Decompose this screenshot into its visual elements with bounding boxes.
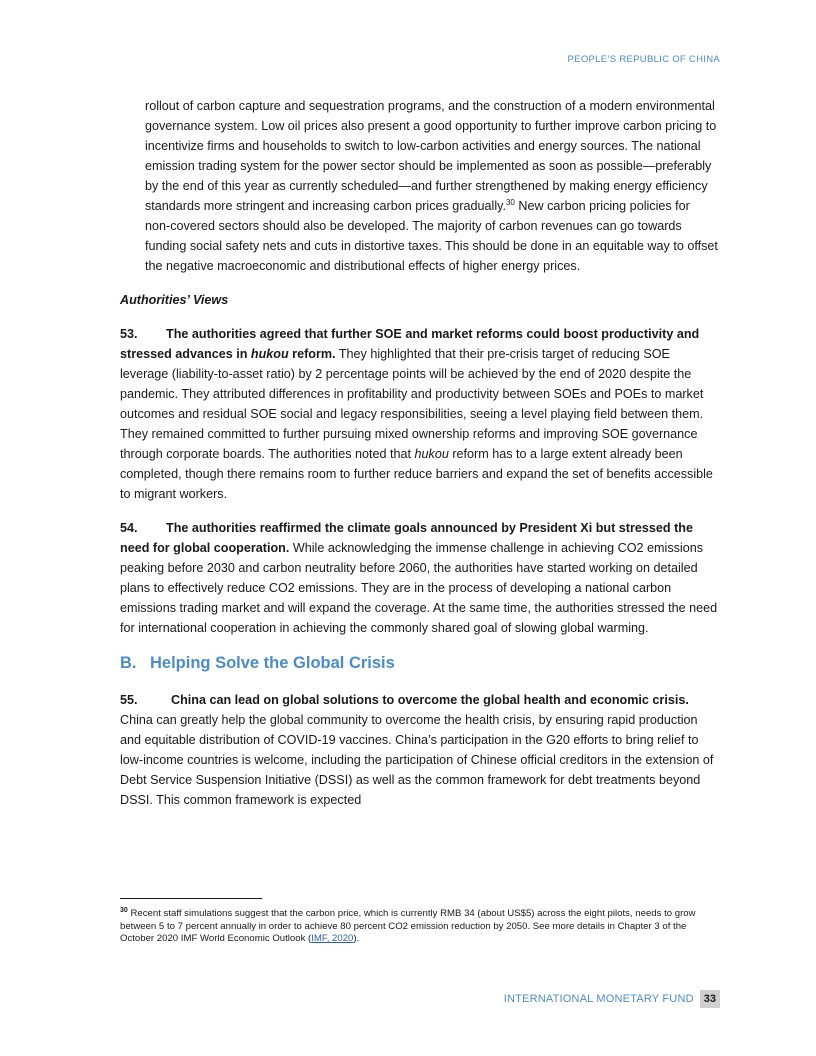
section-b-title: Helping Solve the Global Crisis — [150, 654, 395, 672]
paragraph-53-lead-a: The authorities agreed that further SOE and market reforms could boost productivity and stressed advances in — [120, 327, 700, 361]
paragraph-53 — [120, 324, 718, 504]
footer-organization: INTERNATIONAL MONETARY FUND — [503, 993, 694, 1005]
paragraph-53-body-a: They highlighted that their pre-crisis target of reducing SOE leverage (liability-to-asset ratio) by 2 percentage points will be achieved by the end of 2020 despite the pandemic. They attributed differences in profitability and productivity between SOEs and POEs to market outcomes and residual SOE social and legacy responsibilities, seeing a level playing field between them. They remained committed to further pursuing mixed ownership reforms and improving SOE governance through corporate boards. The authorities noted that — [120, 347, 704, 461]
footnote-ref-30[interactable]: 30 — [505, 197, 515, 207]
footnote-divider — [120, 898, 262, 899]
body-content — [120, 96, 718, 824]
imf-2020-link[interactable]: IMF, 2020 — [311, 933, 354, 945]
paragraph-55 — [120, 690, 718, 810]
authorities-views-heading: Authorities’ Views — [120, 293, 229, 307]
page-footer — [504, 990, 720, 1008]
paragraph-55-lead: China can lead on global solutions to overcome the global health and economic crisis. — [171, 693, 689, 707]
paragraph-53-body-italic: hukou — [414, 447, 449, 461]
section-b-heading — [120, 652, 718, 674]
continued-paragraph-text-a: rollout of carbon capture and sequestration programs, and the construction of a modern environmental governance system. Low oil prices also present a good opportunity to further improve carbon pricing to incentivize firms and households to switch to low-carbon activities and energy sources. The national emission trading system for the power sector should be implemented as soon as possible—preferably by the end of this year as currently scheduled—and further strengthened by making energy efficiency standards more stringent and increasing carbon prices gradually. — [145, 99, 717, 213]
footnote-30 — [120, 908, 718, 946]
paragraph-55-number: 55. — [120, 693, 138, 707]
paragraph-54-number: 54. — [120, 521, 138, 535]
footnote-text: Recent staff simulations suggest that the carbon price, which is currently RMB 34 (about US$5) across the eight pilots, needs to grow between 5 to 7 percent annually in order to achieve 80 percent CO2 emission reduction by 2050. See more details in Chapter 3 of the October 2020 IMF World Economic Outlook ( — [120, 908, 696, 945]
running-header: PEOPLE’S REPUBLIC OF CHINA — [567, 54, 720, 65]
footnote-number: 30 — [120, 906, 128, 914]
section-b-letter: B. — [120, 654, 137, 672]
paragraph-53-lead-b: reform. — [288, 347, 336, 361]
paragraph-53-lead-italic: hukou — [250, 347, 289, 361]
paragraph-55-body: China can greatly help the global community to overcome the health crisis, by ensuring rapid production and equitable distribution of COVID-19 vaccines. China’s participation in the G20 efforts to bring relief to low-income countries is welcome, including the participation of Chinese official creditors in the extension of Debt Service Suspension Initiative (DSSI) as well as the common framework for debt treatments beyond DSSI. This common framework is expected — [120, 713, 714, 807]
footnote-text-end: ). — [353, 933, 360, 945]
paragraph-54-lead: The authorities reaffirmed the climate goals announced by President Xi but stressed the need for global cooperation. — [120, 521, 693, 555]
continued-paragraph-text-b: New carbon pricing policies for non-covered sectors should also be developed. The majority of carbon revenues can go towards funding social safety nets and cuts in distortive taxes. This should be done in an equitable way to offset the negative macroeconomic and distributional effects of higher energy prices. — [145, 199, 718, 273]
paragraph-54 — [120, 518, 718, 638]
paragraph-53-number: 53. — [120, 327, 138, 341]
page-number: 33 — [700, 990, 720, 1008]
paragraph-53-body-b: reform has to a large extent already been completed, though there remains room to further reduce barriers and expand the set of benefits accessible to migrant workers. — [120, 447, 713, 501]
paragraph-54-body: While acknowledging the immense challenge in achieving CO2 emissions peaking before 2030 and carbon neutrality before 2060, the authorities have started working on detailed plans to effectively reduce CO2 emissions. They are in the process of developing a national carbon emissions trading market and will expand the coverage. At the same time, the authorities stressed the need for international cooperation in achieving the commonly shared goal of slowing global warming. — [120, 541, 718, 635]
continued-paragraph — [120, 96, 718, 276]
